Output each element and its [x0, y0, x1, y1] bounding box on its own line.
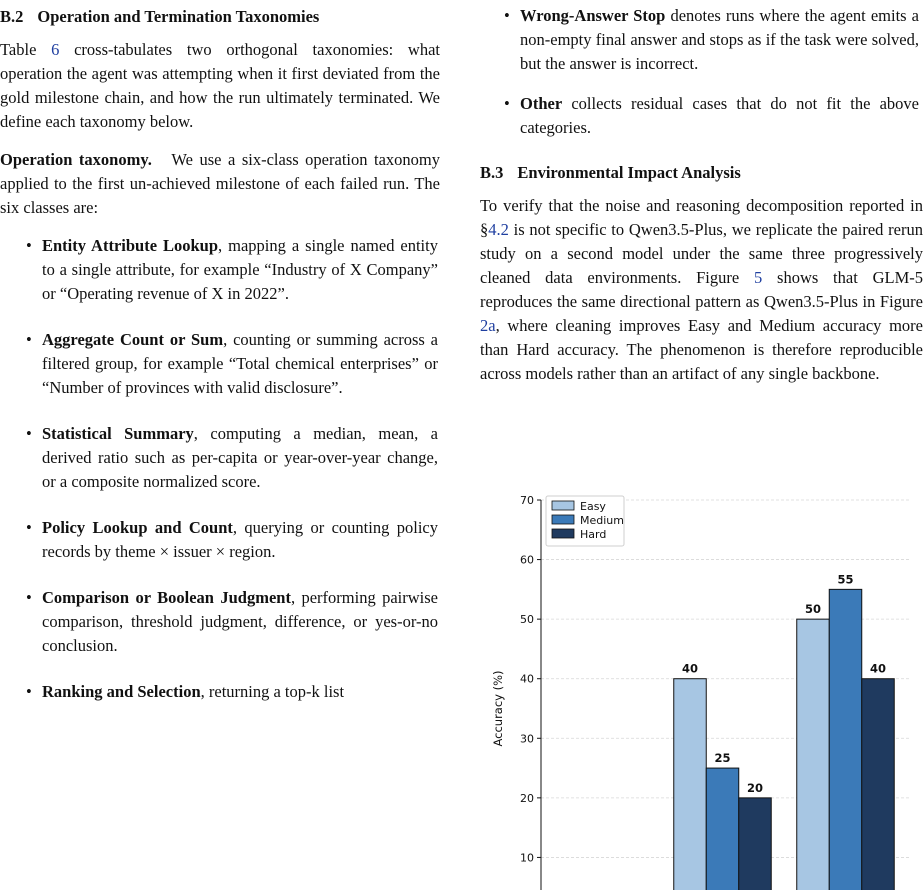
operation-taxonomy-paragraph: [0, 148, 440, 220]
list-item: [520, 4, 919, 76]
legend-swatch: [552, 529, 574, 538]
bar: [674, 679, 707, 890]
list-item-text: , returning a top-k list: [200, 682, 345, 701]
intro-text-start: Table: [0, 40, 52, 59]
bar: [797, 619, 830, 890]
y-tick-label: 30: [520, 732, 534, 746]
list-item-term: Entity Attribute Lookup: [42, 236, 219, 255]
data-label: 40: [869, 661, 887, 676]
list-item-text: , performing pairwise comparison, threshold judgment, difference, or yes-or-no conclusion.: [42, 588, 438, 655]
section-reference-link[interactable]: 4.2: [488, 220, 509, 239]
data-label: 55: [837, 572, 854, 587]
paragraph-text: , where cleaning improves Easy and Medium accuracy more than Hard accuracy. The phenomenon is therefore reproducible across models rather than an artifact of any single backbone.: [480, 316, 923, 383]
section-number: B.3: [480, 163, 504, 182]
list-item-term: Comparison or Boolean Judgment: [42, 588, 291, 607]
bar: [706, 768, 739, 890]
accuracy-bar-chart: [480, 478, 920, 890]
data-label: 50: [804, 602, 822, 617]
y-tick-label: 20: [520, 791, 534, 805]
y-tick-label: 40: [520, 672, 534, 686]
legend-label: Hard: [580, 528, 607, 541]
operation-class-list: [0, 234, 440, 704]
y-axis-label: Accuracy (%): [491, 670, 505, 747]
section-title: Operation and Termination Taxonomies: [37, 7, 320, 26]
data-label: 25: [714, 751, 731, 766]
list-item-text: denotes runs where the agent emits a non-empty final answer and stops as if the task were solved, but the answer is incorrect.: [520, 6, 919, 73]
y-tick-label: 10: [520, 851, 534, 865]
list-item-term: Policy Lookup and Count: [42, 518, 233, 537]
data-label: 20: [746, 780, 764, 795]
list-item: [42, 234, 438, 306]
figure-reference-link[interactable]: 2a: [480, 316, 496, 335]
list-item: [520, 92, 919, 140]
list-item-term: Other: [520, 94, 563, 113]
list-item-term: Statistical Summary: [42, 424, 194, 443]
bar: [862, 679, 895, 890]
chart-canvas: [480, 478, 920, 890]
legend-label: Easy: [580, 500, 606, 513]
bar: [739, 798, 772, 890]
list-item-text: , counting or summing across a filtered group, for example “Total chemical enterprises” or “Number of provinces with valid disclosure”.: [42, 330, 438, 397]
intro-text-end: cross-tabulates two orthogonal taxonomies: what operation the agent was attempting when it first deviated from the gold milestone chain, and how the run ultimately terminated. We define each taxonomy below.: [0, 40, 440, 131]
section-heading-b2: [0, 6, 440, 28]
list-item: [42, 516, 438, 564]
y-tick-label: 60: [520, 553, 534, 567]
list-item-text: , mapping a single named entity to a single attribute, for example “Industry of X Company” or “Operating revenue of X in 2022”.: [42, 236, 438, 303]
figure-reference-link[interactable]: 5: [754, 268, 763, 287]
list-item: [42, 422, 438, 494]
list-item-term: Aggregate Count or Sum: [42, 330, 224, 349]
list-item: [42, 586, 438, 658]
list-item-text: collects residual cases that do not fit the above categories.: [520, 94, 919, 137]
paragraph-text: shows that GLM-5 reproduces the same directional pattern as Qwen3.5-Plus in Figure: [480, 268, 923, 311]
intro-paragraph: [0, 38, 440, 134]
y-tick-label: 70: [520, 494, 534, 507]
section-heading-b3: [480, 162, 923, 184]
termination-class-list: [480, 4, 923, 140]
list-item: [42, 328, 438, 400]
list-item-term: Ranking and Selection: [42, 682, 201, 701]
y-tick-label: 50: [520, 613, 534, 627]
legend-swatch: [552, 501, 574, 510]
legend-label: Medium: [580, 514, 624, 527]
operation-taxonomy-text: We use a six-class operation taxonomy applied to the first un-achieved milestone of each failed run. The six classes are:: [0, 150, 441, 217]
paragraph-text: To verify that the noise and reasoning decomposition reported in §: [480, 196, 923, 239]
list-item-term: Wrong-Answer Stop: [520, 6, 666, 25]
data-label: 40: [681, 661, 699, 676]
left-column: [0, 0, 440, 726]
list-item: [42, 680, 438, 704]
bar: [829, 589, 862, 890]
list-item-text: , computing a median, mean, a derived ratio such as per-capita or year-over-year change, or a composite normalized score.: [42, 424, 438, 491]
paragraph-text: is not specific to Qwen3.5-Plus, we replicate the paired rerun study on a second model under the same three progressively cleaned data environments. Figure: [480, 220, 923, 287]
operation-taxonomy-heading: Operation taxonomy.: [0, 150, 152, 169]
legend-swatch: [552, 515, 574, 524]
table-reference-link[interactable]: 6: [51, 40, 60, 59]
list-item-text: , querying or counting policy records by theme × issuer × region.: [42, 518, 438, 561]
section-title: Environmental Impact Analysis: [517, 163, 741, 182]
section-number: B.2: [0, 7, 24, 26]
environment-paragraph: [480, 194, 923, 386]
right-column: [480, 0, 923, 386]
